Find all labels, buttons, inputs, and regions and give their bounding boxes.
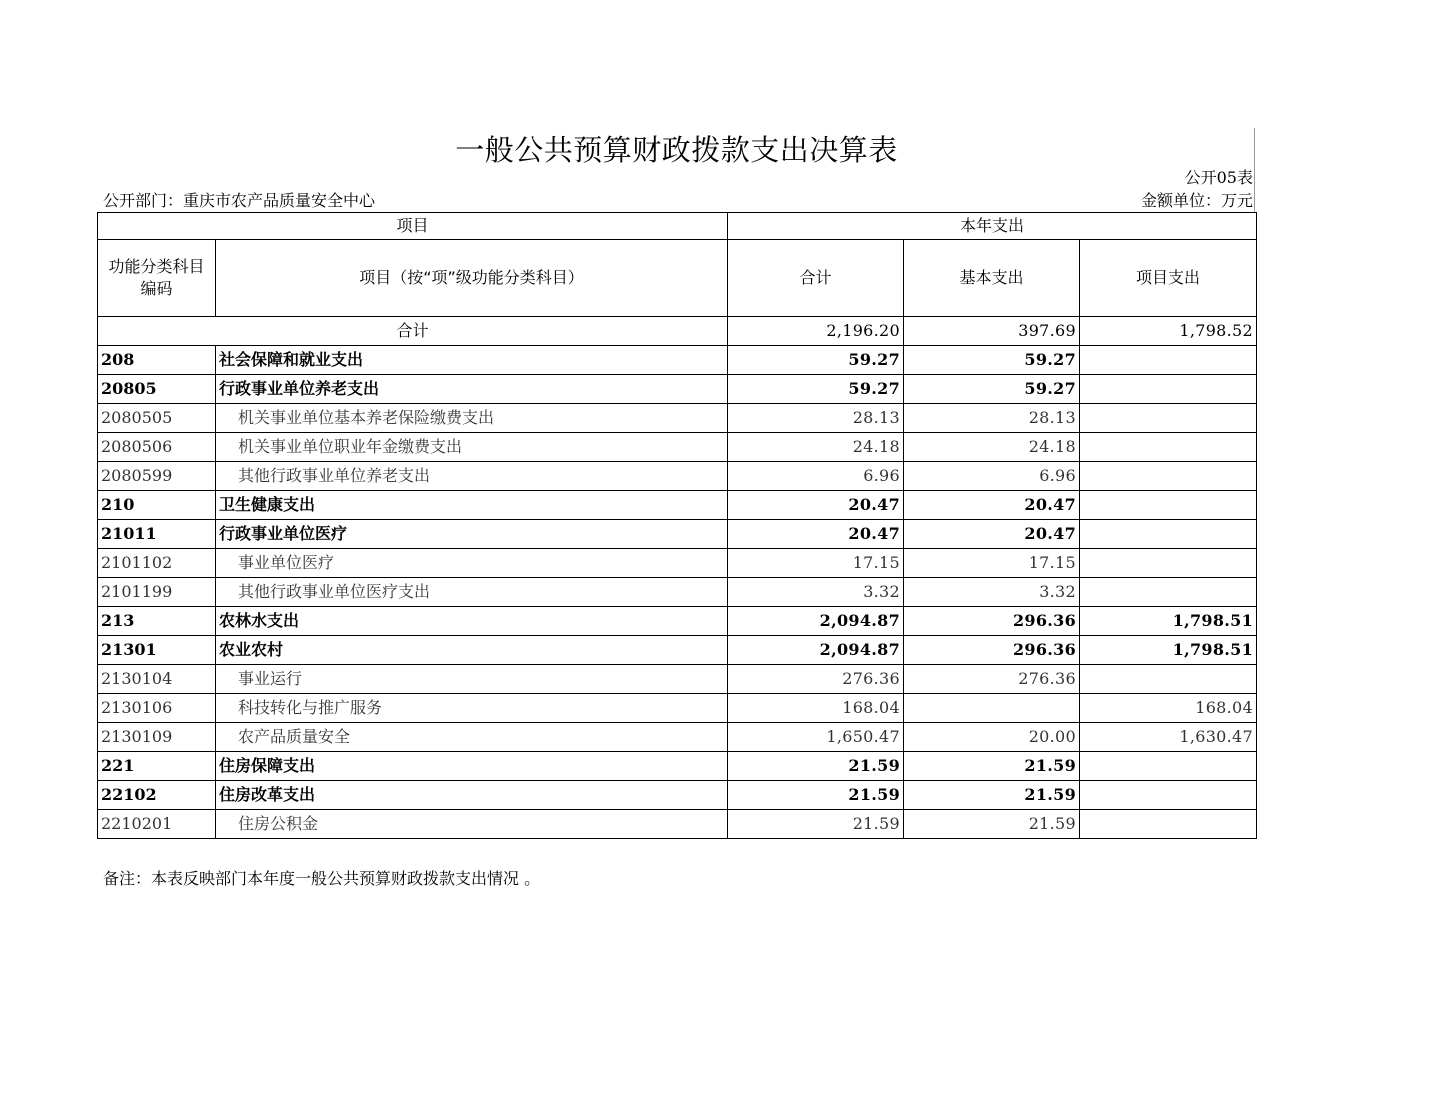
total-basic: 397.69 [904, 317, 1080, 346]
row-code: 2210201 [98, 810, 216, 839]
row-total: 168.04 [728, 694, 904, 723]
table-row [98, 549, 1257, 578]
row-name: 住房保障支出 [216, 752, 728, 781]
row-basic: 17.15 [904, 549, 1080, 578]
table-row [98, 578, 1257, 607]
row-name: 农业农村 [216, 636, 728, 665]
row-name: 事业运行 [216, 665, 728, 694]
table-row [98, 810, 1257, 839]
row-total: 21.59 [728, 781, 904, 810]
row-project [1080, 810, 1257, 839]
table-row [98, 375, 1257, 404]
row-code: 21011 [98, 520, 216, 549]
row-project [1080, 549, 1257, 578]
row-basic: 28.13 [904, 404, 1080, 433]
row-total: 20.47 [728, 491, 904, 520]
department-label: 公开部门：重庆市农产品质量安全中心 [103, 191, 376, 210]
header-code: 功能分类科目编码 [98, 240, 216, 317]
row-total: 59.27 [728, 346, 904, 375]
row-total: 21.59 [728, 810, 904, 839]
row-project [1080, 781, 1257, 810]
row-total: 17.15 [728, 549, 904, 578]
row-project: 1,798.51 [1080, 607, 1257, 636]
row-code: 2101199 [98, 578, 216, 607]
row-basic: 20.47 [904, 491, 1080, 520]
row-basic: 20.00 [904, 723, 1080, 752]
row-project: 1,798.51 [1080, 636, 1257, 665]
row-code: 208 [98, 346, 216, 375]
row-total: 2,094.87 [728, 636, 904, 665]
row-code: 210 [98, 491, 216, 520]
table-row [98, 404, 1257, 433]
row-basic: 59.27 [904, 346, 1080, 375]
row-total: 28.13 [728, 404, 904, 433]
row-basic: 20.47 [904, 520, 1080, 549]
row-name: 机关事业单位职业年金缴费支出 [216, 433, 728, 462]
row-name: 行政事业单位医疗 [216, 520, 728, 549]
header-total: 合计 [728, 240, 904, 317]
header-row-columns [98, 240, 1257, 317]
row-project [1080, 346, 1257, 375]
row-name: 科技转化与推广服务 [216, 694, 728, 723]
row-total: 20.47 [728, 520, 904, 549]
table-row [98, 520, 1257, 549]
expenditure-table [97, 212, 1257, 839]
header-basic: 基本支出 [904, 240, 1080, 317]
row-code: 2080506 [98, 433, 216, 462]
total-label: 合计 [98, 317, 728, 346]
row-basic: 276.36 [904, 665, 1080, 694]
header-row-groups [98, 213, 1257, 240]
table-row [98, 665, 1257, 694]
form-number: 公开05表 [1184, 168, 1253, 187]
row-project [1080, 665, 1257, 694]
row-name: 卫生健康支出 [216, 491, 728, 520]
row-code: 22102 [98, 781, 216, 810]
row-basic: 6.96 [904, 462, 1080, 491]
header-item-group: 项目 [98, 213, 728, 240]
table-row [98, 491, 1257, 520]
row-total: 2,094.87 [728, 607, 904, 636]
table-row [98, 607, 1257, 636]
row-code: 213 [98, 607, 216, 636]
total-amount: 2,196.20 [728, 317, 904, 346]
table-row [98, 723, 1257, 752]
row-name: 住房改革支出 [216, 781, 728, 810]
row-code: 221 [98, 752, 216, 781]
row-project: 168.04 [1080, 694, 1257, 723]
row-code: 21301 [98, 636, 216, 665]
row-name: 社会保障和就业支出 [216, 346, 728, 375]
row-basic: 21.59 [904, 781, 1080, 810]
row-project [1080, 404, 1257, 433]
row-total: 1,650.47 [728, 723, 904, 752]
row-name: 行政事业单位养老支出 [216, 375, 728, 404]
row-code: 20805 [98, 375, 216, 404]
row-total: 6.96 [728, 462, 904, 491]
row-project [1080, 520, 1257, 549]
row-name: 住房公积金 [216, 810, 728, 839]
row-name: 机关事业单位基本养老保险缴费支出 [216, 404, 728, 433]
row-code: 2080505 [98, 404, 216, 433]
row-code: 2130104 [98, 665, 216, 694]
row-name: 农林水支出 [216, 607, 728, 636]
row-name: 其他行政事业单位医疗支出 [216, 578, 728, 607]
row-total: 21.59 [728, 752, 904, 781]
row-name: 事业单位医疗 [216, 549, 728, 578]
header-year-group: 本年支出 [728, 213, 1257, 240]
table-row [98, 752, 1257, 781]
total-project: 1,798.52 [1080, 317, 1257, 346]
table-row [98, 433, 1257, 462]
row-total: 59.27 [728, 375, 904, 404]
row-basic [904, 694, 1080, 723]
row-project [1080, 578, 1257, 607]
row-code: 2130106 [98, 694, 216, 723]
table-row [98, 346, 1257, 375]
row-project [1080, 462, 1257, 491]
table-row [98, 636, 1257, 665]
row-name: 农产品质量安全 [216, 723, 728, 752]
row-code: 2101102 [98, 549, 216, 578]
row-basic: 59.27 [904, 375, 1080, 404]
row-project: 1,630.47 [1080, 723, 1257, 752]
row-project [1080, 433, 1257, 462]
table-row [98, 694, 1257, 723]
row-name: 其他行政事业单位养老支出 [216, 462, 728, 491]
row-basic: 296.36 [904, 607, 1080, 636]
row-code: 2130109 [98, 723, 216, 752]
row-basic: 24.18 [904, 433, 1080, 462]
table-note: 备注：本表反映部门本年度一般公共预算财政拨款支出情况 。 [103, 869, 541, 888]
total-row [98, 317, 1257, 346]
row-basic: 21.59 [904, 810, 1080, 839]
row-code: 2080599 [98, 462, 216, 491]
row-basic: 3.32 [904, 578, 1080, 607]
table-row [98, 462, 1257, 491]
header-project: 项目支出 [1080, 240, 1257, 317]
row-project [1080, 491, 1257, 520]
row-project [1080, 752, 1257, 781]
row-total: 3.32 [728, 578, 904, 607]
row-total: 24.18 [728, 433, 904, 462]
amount-unit-label: 金额单位：万元 [1140, 191, 1253, 210]
row-project [1080, 375, 1257, 404]
page-title: 一般公共预算财政拨款支出决算表 [455, 133, 898, 167]
header-name: 项目（按“项”级功能分类科目） [216, 240, 728, 317]
row-basic: 21.59 [904, 752, 1080, 781]
table-row [98, 781, 1257, 810]
row-basic: 296.36 [904, 636, 1080, 665]
row-total: 276.36 [728, 665, 904, 694]
